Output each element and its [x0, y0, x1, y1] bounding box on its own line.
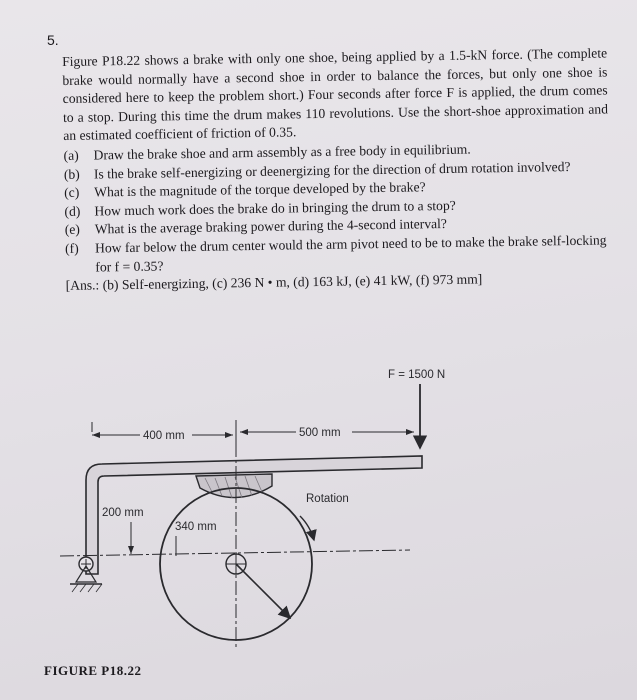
question-text: Draw the brake shoe and arm assembly as a free body in equilibrium. — [93, 141, 471, 163]
dimension-500-label: 500 mm — [299, 427, 341, 439]
question-text: What is the magnitude of the torque developed by the brake? — [94, 179, 426, 200]
question-label: (c) — [64, 184, 80, 201]
problem-text — [62, 44, 611, 295]
question-text: How far below the drum center would the arm pivot need to be to make the brake self-locking for f = 0.35? — [94, 232, 607, 275]
horizontal-centerline — [60, 550, 410, 556]
question-label: (f) — [64, 240, 79, 256]
question-label: (b) — [63, 166, 80, 182]
dimension-400-label: 400 mm — [143, 430, 185, 442]
dimension-arrowhead — [92, 432, 100, 438]
brake-diagram — [0, 360, 637, 660]
dimension-arrowhead — [225, 432, 233, 438]
question-label: (d) — [64, 203, 81, 219]
problem-intro: Figure P18.22 shows a brake with only one shoe, being applied by a 1.5-kN force. (The complete brake would normally have a second shoe in order to balance the forces, but only one shoe is considered here to keep the problem short.) Four seconds after force F is applied, the drum comes to a stop. During this time the drum makes 110 revolutions. Use the short-shoe approximation and an estimated coefficient of friction of 0.35. — [62, 45, 609, 144]
question-label: (a) — [63, 147, 79, 163]
force-label: F = 1500 N — [388, 369, 446, 381]
rotation-label: Rotation — [306, 493, 349, 505]
figure-caption: FIGURE P18.22 — [44, 663, 142, 678]
dimension-arrowhead — [406, 429, 414, 435]
ground-hatching — [72, 584, 102, 592]
question-label: (e) — [64, 222, 80, 238]
problem-number: 5. — [47, 32, 59, 48]
question-text: What is the average braking power during the 4-second interval? — [94, 216, 448, 237]
question-text: How much work does the brake do in bringing the drum to a stop? — [94, 197, 456, 219]
radius-arrow — [236, 564, 290, 618]
dimension-arrowhead — [128, 546, 134, 554]
question-text: Is the brake self-energizing or deenergizing for the direction of drum rotation involved? — [93, 158, 571, 182]
brake-figure — [0, 360, 637, 700]
dimension-340-label: 340 mm — [175, 521, 217, 533]
answer-line: [Ans.: (b) Self-energizing, (c) 236 N • m, (d) 163 kJ, (e) 41 kW, (f) 973 mm] — [65, 271, 483, 294]
dimension-arrowhead — [240, 429, 248, 435]
dimension-200-label: 200 mm — [102, 507, 144, 519]
question-list — [63, 138, 610, 277]
